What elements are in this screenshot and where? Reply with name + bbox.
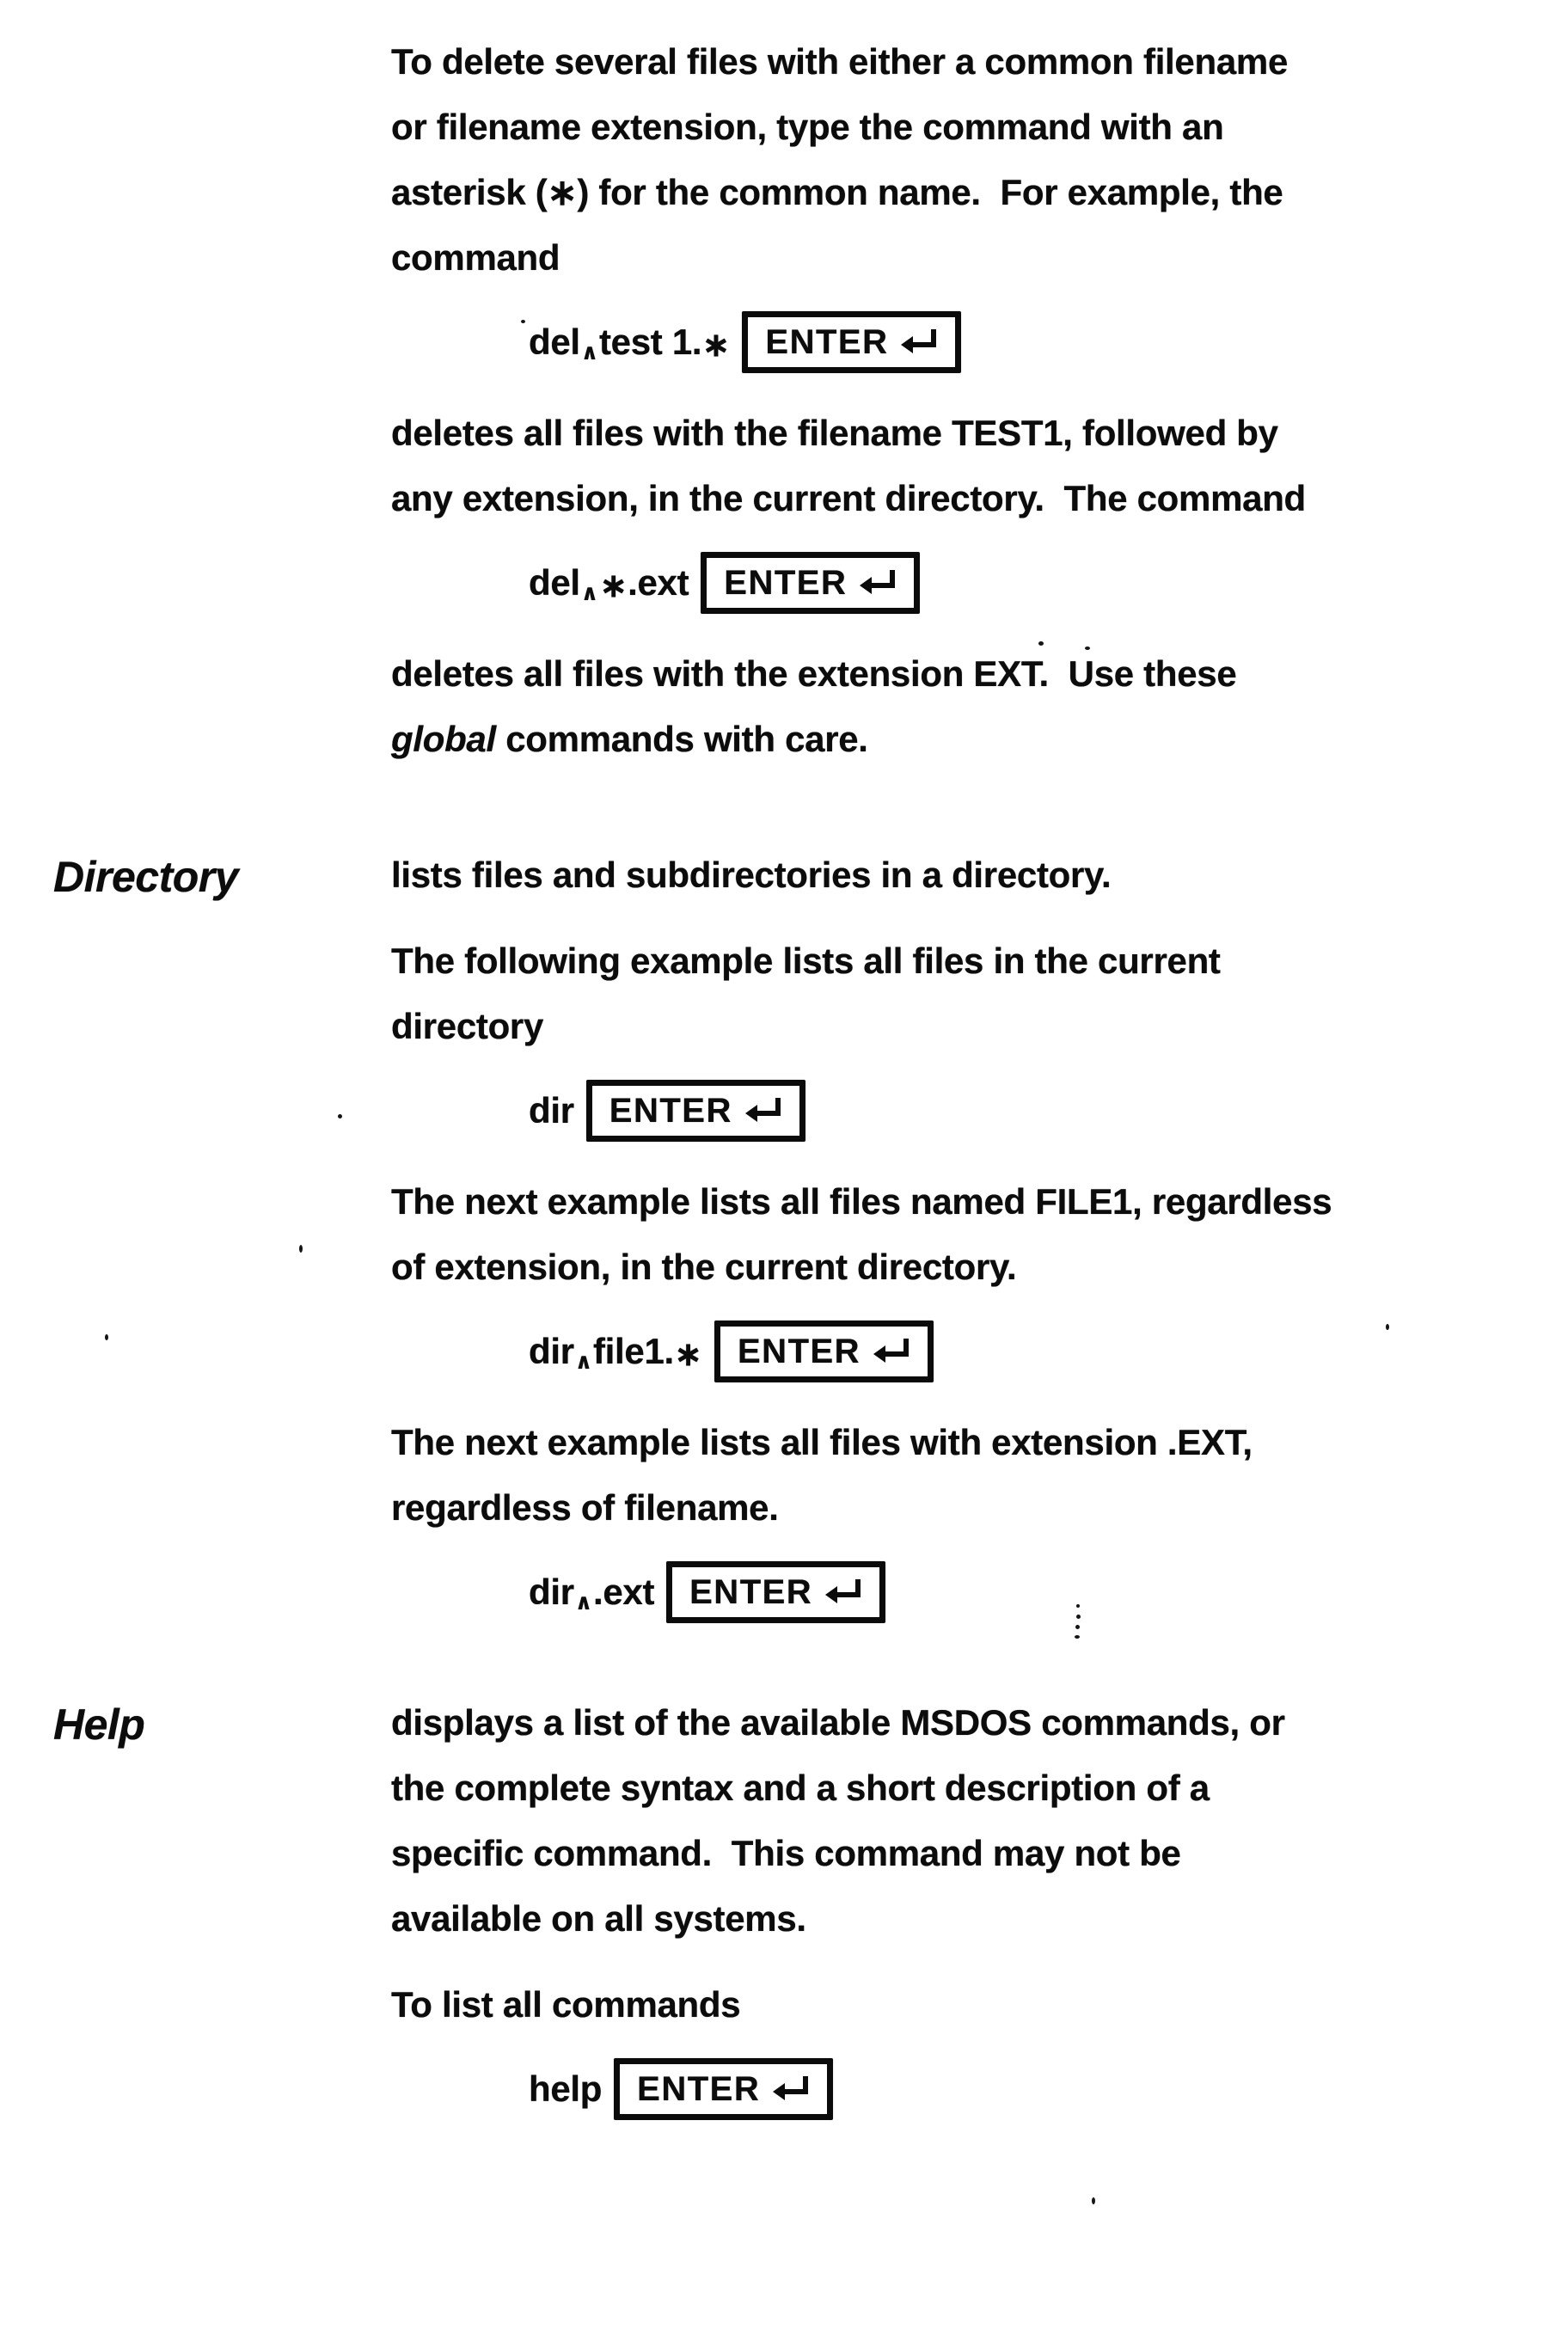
command-line-dir <box>529 1080 1542 1142</box>
enter-key-label: ENTER <box>765 323 889 361</box>
space-caret-glyph: ∧ <box>580 580 598 606</box>
scan-artifact-dot <box>1076 1615 1081 1619</box>
command-line-del-test <box>529 311 1542 373</box>
paragraph-help-desc: displays a list of the available MSDOS commands, or the complete syntax and a short description of a specific command. This command may not be available on all systems. <box>391 1702 1285 1939</box>
paragraph-help-list: To list all commands <box>391 1984 741 2025</box>
enter-key <box>701 552 920 614</box>
enter-key-label: ENTER <box>738 1333 861 1370</box>
scan-artifact-dot <box>105 1334 108 1340</box>
command-text-dir-ext: dir∧.ext <box>529 1572 655 1615</box>
return-arrow-icon <box>871 1336 910 1367</box>
delete-section-body <box>391 29 1568 793</box>
scan-artifact-dot <box>1386 1324 1389 1330</box>
enter-key-label: ENTER <box>724 564 848 602</box>
scan-artifact-dot <box>1038 641 1044 646</box>
help-section-body <box>391 1690 1568 2148</box>
command-text-help: help <box>529 2068 603 2109</box>
enter-key <box>614 2058 833 2120</box>
scan-artifact-dot <box>1092 2197 1095 2204</box>
enter-key <box>714 1321 934 1382</box>
return-arrow-icon <box>857 567 897 598</box>
enter-key <box>586 1080 805 1142</box>
enter-key <box>666 1561 885 1623</box>
italic-word-global: global <box>391 719 496 759</box>
scan-artifact-dot <box>1075 1635 1080 1639</box>
asterisk-glyph: ∗ <box>598 566 628 606</box>
command-line-dir-ext <box>529 1561 1542 1623</box>
heading-help: Help <box>53 1701 145 1749</box>
asterisk-glyph: ∗ <box>701 325 731 365</box>
section-help <box>0 1690 1568 2148</box>
enter-key-label: ENTER <box>637 2070 761 2108</box>
scan-artifact-dot <box>521 320 525 323</box>
scan-artifact-dot <box>1075 1625 1080 1629</box>
paragraph-delete-intro: To delete several files with either a common filename or filename extension, type the command with an asterisk (∗) for the common name. For example, the command <box>391 41 1289 278</box>
command-line-help <box>529 2058 1542 2120</box>
return-arrow-icon <box>770 2074 810 2105</box>
enter-key <box>742 311 961 373</box>
scan-artifact-dot <box>299 1245 303 1253</box>
return-arrow-icon <box>743 1095 782 1126</box>
command-line-dir-file <box>529 1321 1542 1382</box>
enter-key-label: ENTER <box>609 1092 732 1130</box>
paragraph-del-ext-result: deletes all files with the extension EXT. Use these global commands with care. <box>391 653 1237 759</box>
section-directory <box>0 843 1568 1651</box>
command-text-dir: dir <box>529 1090 574 1131</box>
space-caret-glyph: ∧ <box>574 1590 592 1615</box>
command-line-del-ext <box>529 552 1542 614</box>
directory-section-body <box>391 843 1568 1651</box>
scan-artifact-dot <box>1076 1604 1080 1608</box>
section-delete <box>0 29 1568 793</box>
paragraph-dir-example-1: The following example lists all files in the current directory <box>391 941 1221 1046</box>
paragraph-directory-desc: lists files and subdirectories in a directory. <box>391 855 1112 895</box>
command-text-del-test: del∧test 1.∗ <box>529 322 731 365</box>
enter-key-label: ENTER <box>689 1573 813 1611</box>
scan-artifact-dot <box>338 1114 342 1118</box>
space-caret-glyph: ∧ <box>580 340 598 365</box>
paragraph-dir-example-3: The next example lists all files with extension .EXT, regardless of filename. <box>391 1422 1253 1528</box>
return-arrow-icon <box>823 1577 862 1608</box>
space-caret-glyph: ∧ <box>574 1349 592 1375</box>
paragraph-del-test-result: deletes all files with the filename TEST1, followed by any extension, in the current directory. The command <box>391 413 1306 518</box>
scan-artifact-dot <box>1085 647 1090 650</box>
asterisk-glyph: ∗ <box>673 1334 702 1375</box>
return-arrow-icon <box>898 327 938 358</box>
heading-directory: Directory <box>53 853 239 901</box>
command-text-del-ext: del∧∗.ext <box>529 562 689 606</box>
command-text-dir-file: dir∧file1.∗ <box>529 1331 702 1375</box>
paragraph-dir-example-2: The next example lists all files named FILE1, regardless of extension, in the current directory. <box>391 1181 1332 1287</box>
